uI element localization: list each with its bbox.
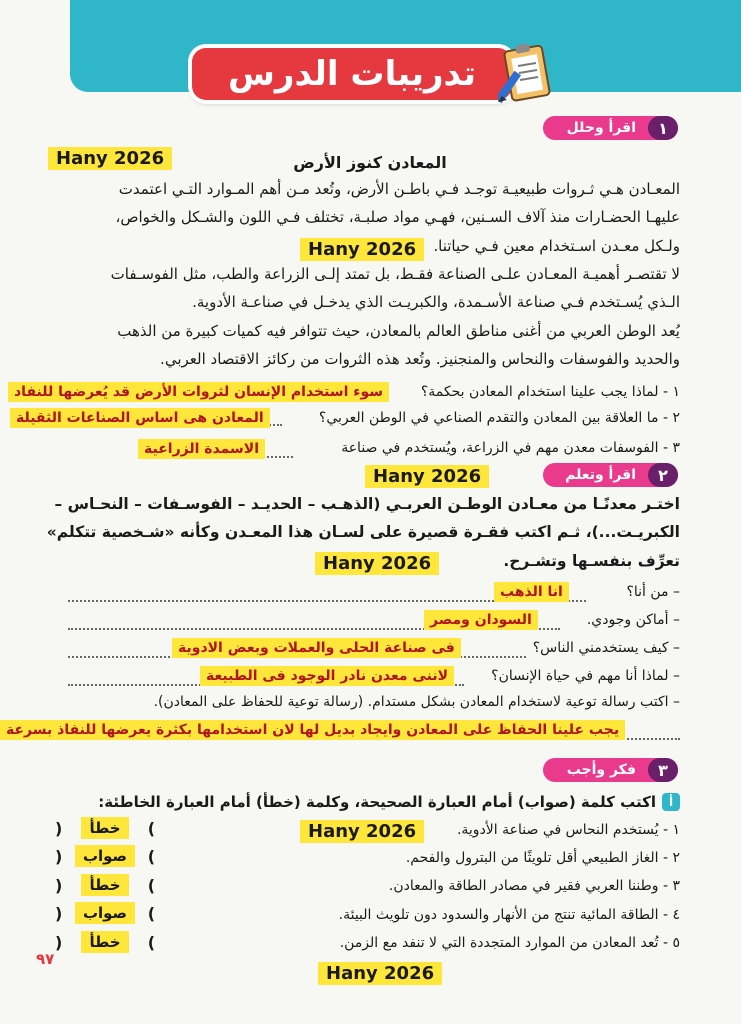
passage-line-7: والحديد والفوسفات والنحاس والمنجنيز. وتُعد هذه الثروات من ركائز الاقتصاد العربي. <box>160 350 680 368</box>
s3-answer-5: خطأ <box>81 931 128 953</box>
s1-question-3: ٣ - الفوسفات معدن مهم في الزراعة، ويُستخدم في صناعة <box>341 440 680 456</box>
s2-answer-1: انا الذهب <box>494 582 569 602</box>
s2-message-prompt: – اكتب رسالة توعية لاستخدام المعادن بشكل مستدام. (رسالة توعية للحفاظ على المعادن). <box>153 694 680 710</box>
s1-answer-3: الاسمدة الزراعية <box>138 439 265 459</box>
s2-answer-4: لاننى معدن نادر الوجود فى الطبيعة <box>200 666 454 686</box>
s3-statement-2: ٢ - الغاز الطبيعي أقل تلويثًا من البترول والفحم. <box>405 850 680 866</box>
s3-answer-4: صواب <box>75 902 135 924</box>
s3-answer-1: خطأ <box>81 817 128 839</box>
s2-item-1: – من أنا؟ <box>626 584 680 600</box>
passage-title: المعادن كنوز الأرض <box>293 153 447 172</box>
page-number: ٩٧ <box>36 950 55 968</box>
s1-question-1: ١ - لماذا يجب علينا استخدام المعادن بحكمة؟ <box>420 384 680 400</box>
clipboard-pencil-icon <box>498 40 558 106</box>
s3-answer-3: خطأ <box>81 874 128 896</box>
watermark-3: Hany 2026 <box>365 465 489 488</box>
s2-item-3: – كيف يستخدمني الناس؟ <box>532 640 680 656</box>
s3-statement-1: ١ - يُستخدم النحاس في صناعة الأدوية. <box>456 822 680 838</box>
s2-prompt-line-1: اختـر معدنًـا من معـادن الوطـن العربـي (الذهـب – الحديـد – الفوسـفات – النحـاس – <box>54 495 680 513</box>
watermark-2: Hany 2026 <box>300 238 424 261</box>
s2-item-2: – أماكن وجودي. <box>586 612 680 628</box>
s2-item-4: – لماذا أنا مهم في حياة الإنسان؟ <box>491 668 680 684</box>
s3-answer-slot-3: ) خطأ ( <box>55 875 155 895</box>
section3-label: فكر وأجب <box>566 762 636 778</box>
section3-number: ٣ <box>648 758 678 782</box>
section2-number: ٢ <box>648 463 678 487</box>
s3-answer-slot-2: ) صواب ( <box>55 846 155 866</box>
s3-answer-2: صواب <box>75 845 135 867</box>
s2-answer-2: السودان ومصر <box>424 610 538 630</box>
s3-statement-4: ٤ - الطاقة المائية تنتج من الأنهار والسدود دون تلويث البيئة. <box>338 907 680 923</box>
s2-prompt-line-3: تعرِّف بنفسـها وتشـرح. <box>503 552 680 570</box>
s2-message-answer: يجب علينا الحفاظ على المعادن وايجاد بديل لها لان استخدامها بكثرة يعرضها للنفاذ بسرعة <box>0 720 625 740</box>
watermark-6: Hany 2026 <box>318 962 442 985</box>
section1-number: ١ <box>648 116 678 140</box>
watermark-4: Hany 2026 <box>315 552 439 575</box>
s3-statement-3: ٣ - وطننا العربي فقير في مصادر الطاقة والمعادن. <box>388 878 680 894</box>
s3-statement-5: ٥ - تُعد المعادن من الموارد المتجددة التي لا تنفد مع الزمن. <box>339 935 680 951</box>
s2-answer-3: فى صناعة الحلى والعملات وبعض الادوية <box>172 638 461 658</box>
s3-answer-slot-4: ) صواب ( <box>55 903 155 923</box>
passage-line-6: يُعد الوطن العربي من أغنى مناطق العالم بالمعادن، حيث تتوافر فيه كميات كبيرة من الذهب <box>117 322 680 340</box>
s1-answer-1: سوء استخدام الإنسان لثروات الأرض قد يُعرضها للنفاد <box>8 382 389 402</box>
s2-prompt-line-2: الكبريـت...)، ثـم اكتب فقـرة قصيرة على لسـان هذا المعـدن وكأنه «شـخصية تتكلم» <box>46 523 680 541</box>
s3-answer-slot-1: ) خطأ ( <box>55 818 155 838</box>
s3-answer-slot-5: ) خطأ ( <box>55 932 155 952</box>
passage-line-1: المعـادن هـي ثـروات طبيعيـة توجـد فـي باطـن الأرض، وتُعد مـن أهم المـوارد التـي اعتمدت <box>118 180 680 198</box>
watermark-5: Hany 2026 <box>300 820 424 843</box>
passage-line-4: لا تقتصـر أهميـة المعـادن علـى الصناعة فقـط، بل تمتد إلـى الزراعة والطب، مثل الفوسـفات <box>110 265 680 283</box>
passage-line-2: عليهـا الحضـارات منذ آلاف السـنين، فهـي مواد صلبـة، تختلف فـي اللون والشـكل والخواص، <box>115 208 680 226</box>
subsection-a-badge: أ <box>662 793 680 811</box>
s1-answer-2: المعادن هى اساس الصناعات الثقيلة <box>10 408 270 428</box>
s3-instruction: اكتب كلمة (صواب) أمام العبارة الصحيحة، وكلمة (خطأ) أمام العبارة الخاطئة: <box>98 793 656 811</box>
section1-label: اقرأ وحلل <box>566 120 636 136</box>
lesson-title-banner <box>192 48 512 100</box>
passage-line-3: ولـكل معـدن اسـتخدام معين فـي حياتنا. <box>433 237 680 255</box>
section2-label: اقرأ وتعلم <box>565 467 636 483</box>
s1-question-2: ٢ - ما العلاقة بين المعادن والتقدم الصناعي في الوطن العربي؟ <box>318 410 680 426</box>
passage-line-5: الـذي يُسـتخدم فـي صناعة الأسـمدة، والكبريـت الذي يدخـل في صناعـة الأدوية. <box>192 293 680 311</box>
watermark-1: Hany 2026 <box>48 147 172 170</box>
lesson-title: تدريبات الدرس <box>228 54 476 94</box>
